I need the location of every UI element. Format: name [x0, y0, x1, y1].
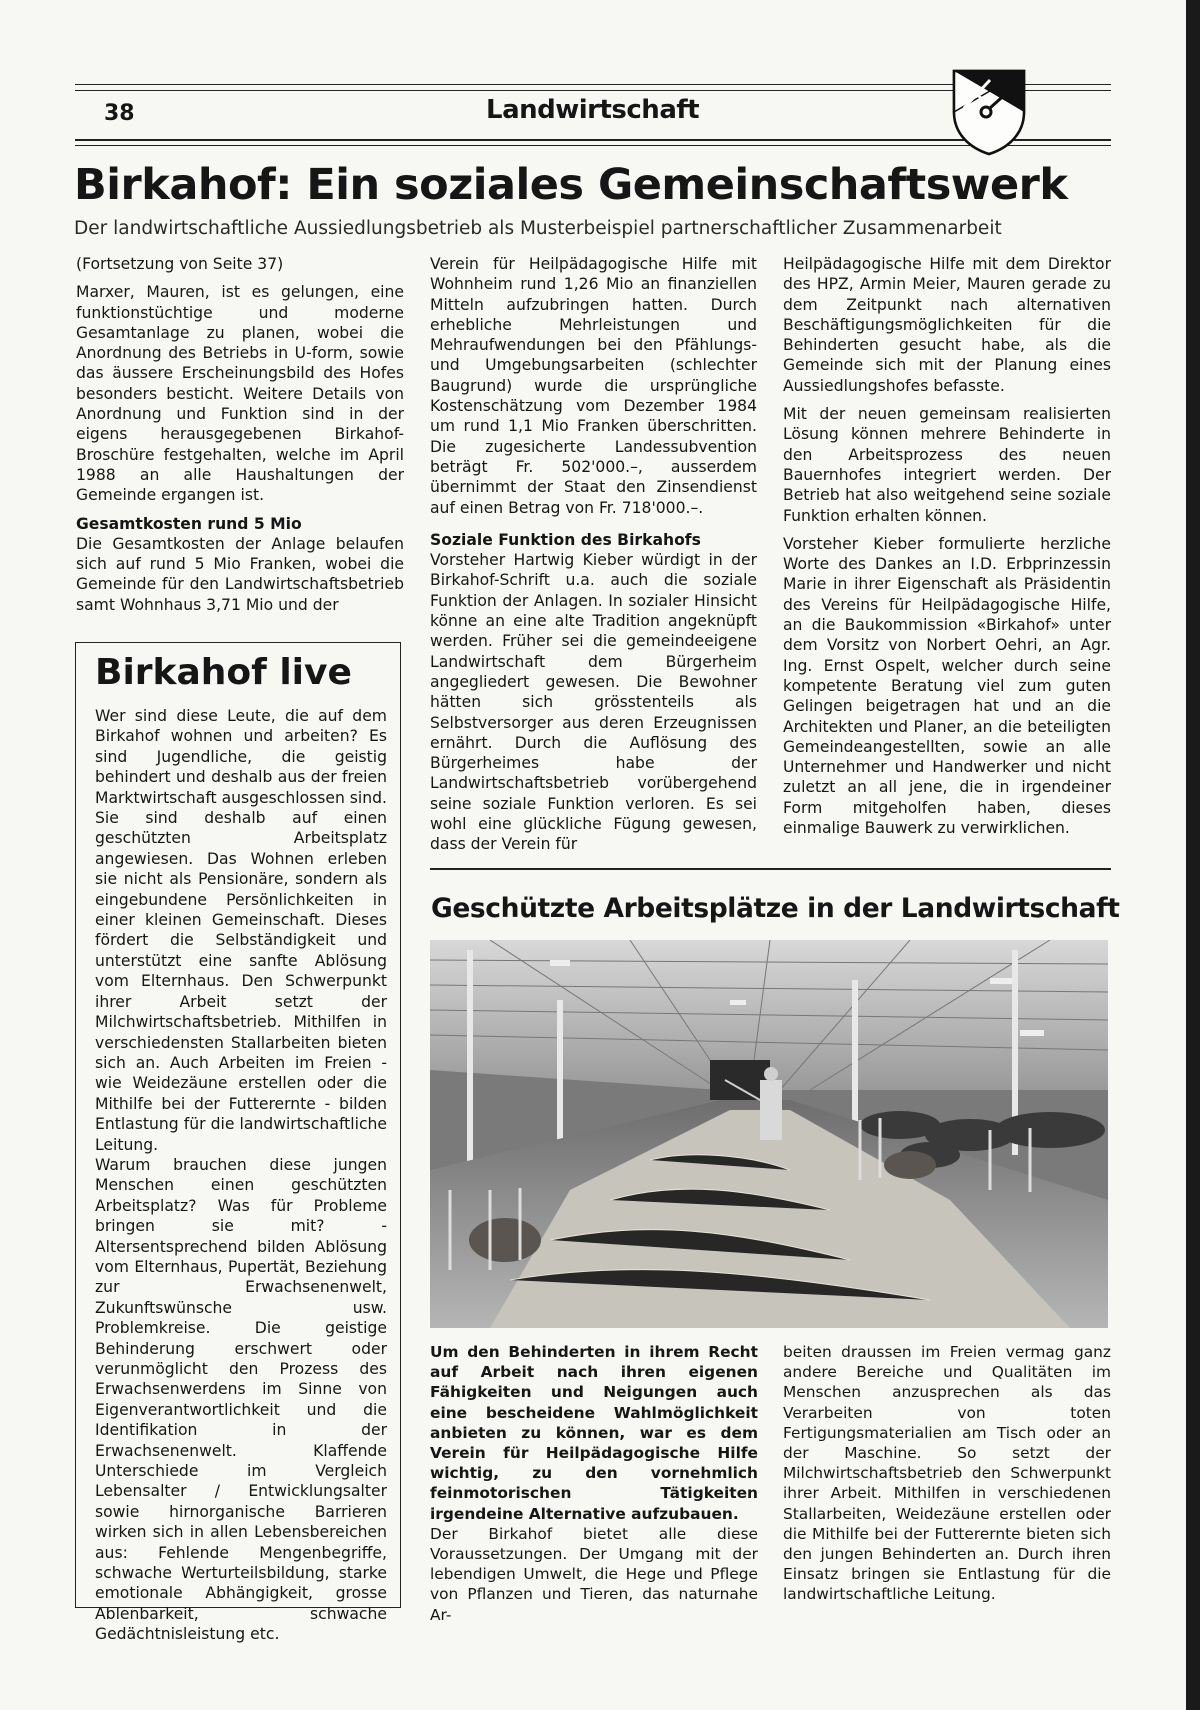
barn-photo: [430, 940, 1108, 1328]
caption-lead: Um den Behinderten in ihrem Recht auf Arbeit nach ihren eigenen Fähigkeiten und Neigungen auch eine bescheidene Wahlmöglichkeit anbieten zu können, war es dem Verein für Heilpädagogische Hilfe wichtig, zu den vornehmlich feinmotorischen Tätigkeiten irgendeine Alternative aufzubauen.: [430, 1343, 758, 1523]
page-number: 38: [104, 101, 135, 126]
column-1-paragraph-2: Die Gesamtkosten der Anlage belaufen sich auf rund 5 Mio Franken, wobei die Gemeinde für den Landwirtschaftsbetrieb samt Wohnhaus 3,71 Mio und der: [76, 534, 404, 614]
column-2-paragraph-2: Vorsteher Hartwig Kieber würdigt in der Birkahof-Schrift u.a. auch die soziale Funktion der Anlagen. In sozialer Hinsicht könne an eine alte Tradition angeknüpft werden. Früher sei die gemeindeeigene Landwirtschaft dem Bürgerheim angegliedert gewesen. Die Bewohner hätten sich grösstenteils als Selbstversorger aus deren Erzeugnissen ernährt. Durch die Auflösung des Bürgerheimes habe der Landwirtschaftsbetrieb vorübergehend seine soziale Funktion verloren. Es sei wohl eine glückliche Fügung gewesen, dass der Verein für: [430, 551, 757, 854]
column-2-paragraph-1: Verein für Heilpädagogische Hilfe mit Wohnheim rund 1,26 Mio an finanziellen Mitteln aufzubringen hatten. Durch erhebliche Mehrleistungen und Mehraufwendungen bei den Pfählungs- und Umgebungsarbeiten (schlechter Baugrund) wurde die ursprüngliche Kostenschätzung vom Dezember 1984 um rund 1,1 Mio Franken überschritten. Die zugesicherte Landessubvention beträgt Fr. 502'000.–, ausserdem übernimmt der Staat den Zinsendienst auf einen Betrag von Fr. 718'000.–.: [430, 255, 757, 517]
article-column-3: [783, 254, 1111, 846]
column-3-paragraph-3: Vorsteher Kieber formulierte herzliche Worte des Dankes an I.D. Erbprinzessin Marie in ihrer Eigenschaft als Präsidentin des Vereins für Heilpädagogische Hilfe, an die Baukommission «Birkahof» unter dem Vorsitz von Norbert Oehri, an Agr. Ing. Ernst Ospelt, welcher durch seine kompetente Beratung viel zum guten Gelingen beigetragen hat und an die Architekten und Planer, an die beteiligten Gemeindeangestellten, sowie an alle Unternehmer und Handwerker und nicht zuletzt an all jene, die in irgendeiner Form mitgeholfen haben, dieses einmalige Bauwerk zu verwirklichen.: [783, 534, 1111, 838]
column-3-paragraph-1: Heilpädagogische Hilfe mit dem Direktor des HPZ, Armin Meier, Mauren gerade zu dem Zeitpunkt nach alternativen Beschäftigungsmöglichkeiten für die Behinderten gesucht habe, als die Gemeinde sich mit der Planung eines Aussiedlungshofes befasste.: [783, 255, 1111, 395]
column-3-paragraph-2: Mit der neuen gemeinsam realisierten Lösung können mehrere Behinderte in den Arbeitsprozess des neuen Bauernhofes integriert werden. Der Betrieb hat also weitgehend seine soziale Funktion erhalten können.: [783, 405, 1111, 525]
photo-caption-column-1: [430, 1342, 758, 1625]
coat-of-arms-icon: [950, 68, 1028, 156]
column-1-paragraph-1: Marxer, Mauren, ist es gelungen, eine funktionstüchtige und moderne Gesamtanlage zu planen, wobei die Anordnung des Betriebs in U-form, sowie das äussere Erscheinungsbild des Hofes besonders besticht. Weitere Details von Anordnung und Funktion sind in der eigens herausgegebenen Birkahof-Broschüre festgehalten, welche im April 1988 an alle Haushaltungen der Gemeinde ergangen ist.: [76, 283, 404, 505]
scan-edge: [1186, 0, 1200, 1710]
article-column-2: [430, 254, 757, 863]
subheading-costs: Gesamtkosten rund 5 Mio: [76, 514, 302, 533]
article-column-1: [76, 254, 404, 623]
subheading-social-function: Soziale Funktion des Birkahofs: [430, 530, 701, 549]
article-headline: Birkahof: Ein soziales Gemeinschaftswerk: [74, 160, 1068, 210]
photo-section-rule: [430, 868, 1111, 870]
photo-caption-column-2: [783, 1342, 1111, 1613]
sidebar-paragraph-1: Wer sind diese Leute, die auf dem Birkahof wohnen und arbeiten? Es sind Jugendliche, die geistig behindert und deshalb aus der freien Marktwirtschaft ausgeschlossen sind. Sie sind deshalb auf einen geschützten Arbeitsplatz angewiesen. Das Wohnen erleben sie nicht als Pensionäre, sondern als eingebundene Persönlichkeiten in einer kleinen Gemeinschaft. Dieses fördert die Selbständigkeit und unterstützt eine sanfte Ablösung vom Elternhaus. Den Schwerpunkt ihrer Arbeit setzt der Milchwirtschaftsbetrieb. Mithilfen in verschiedensten Stallarbeiten bieten sich an. Auch Arbeiten im Freien - wie Weidezäune erstellen oder die Mithilfe bei der Futterernte - bilden Entlastung für die landwirtschaftliche Leitung.: [95, 707, 387, 1154]
sidebar-text: [95, 706, 387, 1645]
sidebar-title: Birkahof live: [95, 652, 352, 693]
caption-text: Der Birkahof bietet alle diese Voraussetzungen. Der Umgang mit der lebendigen Umwelt, die Hege und Pflege von Pflanzen und Tieren, das naturnahe Ar-: [430, 1524, 758, 1624]
section-label: Landwirtschaft: [486, 95, 700, 125]
article-subheadline: Der landwirtschaftliche Aussiedlungsbetrieb als Musterbeispiel partnerschaftlicher Zusammenarbeit: [74, 218, 1002, 239]
continuation-note: (Fortsetzung von Seite 37): [76, 255, 284, 273]
photo-section-heading: Geschützte Arbeitsplätze in der Landwirtschaft: [431, 893, 1120, 924]
caption-text-continued: beiten draussen im Freien vermag ganz andere Bereiche und Qualitäten im Menschen anzusprechen als das Verarbeiten von toten Fertigungsmaterialien am Tisch oder an der Maschine. So setzt der Milchwirtschaftsbetrieb den Schwerpunkt ihrer Arbeit. Mithilfen in verschiedenen Stallarbeiten, Weidezäune erstellen oder die Mithilfe bei der Futterernte bieten sich den jungen Behinderten an. Durch ihren Einsatz bringen sie Entlastung für die landwirtschaftliche Leitung.: [783, 1343, 1111, 1604]
sidebar-paragraph-2: Warum brauchen diese jungen Menschen einen geschützten Arbeitsplatz? Was für Probleme bringen sie mit? - Altersentsprechend bilden Ablösung vom Elternhaus, Pupertät, Beziehung zur Erwachsenenwelt, Zukunftswünsche usw. Problemkreise. Die geistige Behinderung erschwert oder verunmöglicht den Prozess des Erwachsenwerdens im Sinne von Eigenverantwortlichkeit und die Identifikation in der Erwachsenenwelt. Klaffende Unterschiede im Vergleich Lebensalter / Entwicklungsalter sowie hirnorganische Barrieren wirken sich in allen Lebensbereichen aus: Fehlende Mengenbegriffe, schwache Werturteilsbildung, starke emotionale Abhängigkeit, grosse Ablenbarkeit, schwache Gedächtnisleistung etc.: [95, 1155, 387, 1644]
